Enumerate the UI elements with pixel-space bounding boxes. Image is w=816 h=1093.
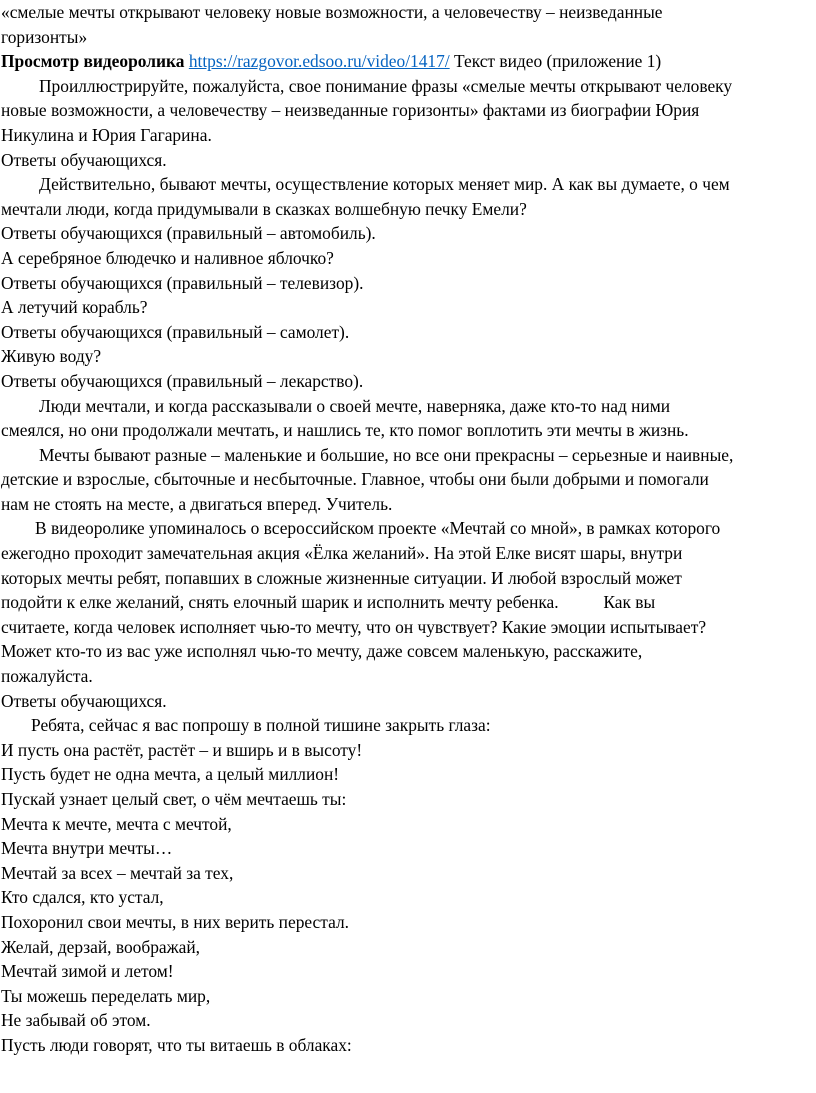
poem-line: И пусть она растёт, растёт – и вширь и в высоту! bbox=[1, 739, 363, 760]
poem-line: Мечтай за всех – мечтай за тех, bbox=[1, 862, 234, 883]
paragraph-4-line-3: нам не стоять на месте, а двигаться вперед. Учитель. bbox=[1, 493, 393, 514]
paragraph-5-line-2: ежегодно проходит замечательная акция «Ёлка желаний». На этой Елке висят шары, внутри bbox=[1, 543, 683, 564]
question-ship: А летучий корабль? bbox=[1, 297, 148, 318]
video-link[interactable]: https://razgovor.edsoo.ru/video/1417/ bbox=[188, 51, 450, 72]
paragraph-5-line-7: пожалуйста. bbox=[1, 666, 93, 687]
paragraph-5-line-6: Может кто-то из вас уже исполнял чью-то мечту, даже совсем маленькую, расскажите, bbox=[1, 641, 643, 662]
question-water: Живую воду? bbox=[1, 346, 102, 367]
paragraph-5-line-3: которых мечты ребят, попавших в сложные жизненные ситуации. И любой взрослый может bbox=[1, 567, 682, 588]
poem-line: Ты можешь переделать мир, bbox=[1, 985, 211, 1006]
paragraph-2-line-1: Действительно, бывают мечты, осуществление которых меняет мир. А как вы думаете, о чем bbox=[39, 174, 730, 195]
poem-line: Мечта к мечте, мечта с мечтой, bbox=[1, 813, 232, 834]
poem-line: Желай, дерзай, воображай, bbox=[1, 936, 201, 957]
paragraph-5-line-4-b: Как вы bbox=[603, 592, 656, 613]
video-label: Просмотр видеоролика bbox=[1, 51, 185, 72]
paragraph-3-line-1: Люди мечтали, и когда рассказывали о своей мечте, наверняка, даже кто-то над ними bbox=[39, 395, 671, 416]
paragraph-4-line-1: Мечты бывают разные – маленькие и большие, но все они прекрасны – серьезные и наивные, bbox=[39, 444, 734, 465]
answer-tv: Ответы обучающихся (правильный – телевизор). bbox=[1, 272, 364, 293]
question-plate: А серебряное блюдечко и наливное яблочко? bbox=[1, 247, 334, 268]
answer-medicine: Ответы обучающихся (правильный – лекарство). bbox=[1, 370, 364, 391]
paragraph-5-line-4-a: подойти к елке желаний, снять елочный шарик и исполнить мечту ребенка. bbox=[1, 592, 559, 613]
paragraph-1-line-2: новые возможности, а человечеству – неизведанные горизонты» фактами из биографии Юрия bbox=[1, 100, 700, 121]
poem-line: Пусть будет не одна мечта, а целый миллион! bbox=[1, 764, 340, 785]
paragraph-5-line-5: считаете, когда человек исполняет чью-то мечту, что он чувствует? Какие эмоции испытывает? bbox=[1, 616, 707, 637]
paragraph-1-line-1: Проиллюстрируйте, пожалуйста, свое понимание фразы «смелые мечты открывают человеку bbox=[39, 75, 733, 96]
paragraph-1-line-3: Никулина и Юрия Гагарина. bbox=[1, 124, 212, 145]
paragraph-6: Ребята, сейчас я вас попрошу в полной тишине закрыть глаза: bbox=[31, 715, 491, 736]
poem-line: Кто сдался, кто устал, bbox=[1, 887, 164, 908]
video-line bbox=[1, 49, 816, 74]
answers-line-2: Ответы обучающихся. bbox=[1, 690, 167, 711]
poem-line: Мечта внутри мечты… bbox=[1, 838, 173, 859]
quote-line-2: горизонты» bbox=[1, 26, 88, 47]
paragraph-2-line-2: мечтали люди, когда придумывали в сказках волшебную печку Емели? bbox=[1, 198, 527, 219]
paragraph-5-line-1: В видеоролике упоминалось о всероссийском проекте «Мечтай со мной», в рамках которого bbox=[35, 518, 721, 539]
paragraph-4-line-2: детские и взрослые, сбыточные и несбыточные. Главное, чтобы они были добрыми и помогали bbox=[1, 469, 709, 490]
answers-line-1: Ответы обучающихся. bbox=[1, 149, 167, 170]
answer-automobile: Ответы обучающихся (правильный – автомобиль). bbox=[1, 223, 376, 244]
paragraph-5-line-4 bbox=[1, 590, 816, 615]
paragraph-3-line-2: смеялся, но они продолжали мечтать, и нашлись те, кто помог воплотить эти мечты в жизнь. bbox=[1, 420, 689, 441]
poem-line: Мечтай зимой и летом! bbox=[1, 961, 174, 982]
poem-line: Похоронил свои мечты, в них верить перестал. bbox=[1, 911, 349, 932]
answer-plane: Ответы обучающихся (правильный – самолет). bbox=[1, 321, 350, 342]
video-after-text: Текст видео (приложение 1) bbox=[454, 51, 662, 72]
poem-line: Пускай узнает целый свет, о чём мечтаешь ты: bbox=[1, 789, 347, 809]
poem-line: Не забывай об этом. bbox=[1, 1010, 151, 1031]
poem-line: Пусть люди говорят, что ты витаешь в облаках: bbox=[1, 1034, 352, 1055]
quote-line-1: «смелые мечты открывают человеку новые возможности, а человечеству – неизведанные bbox=[1, 2, 663, 22]
